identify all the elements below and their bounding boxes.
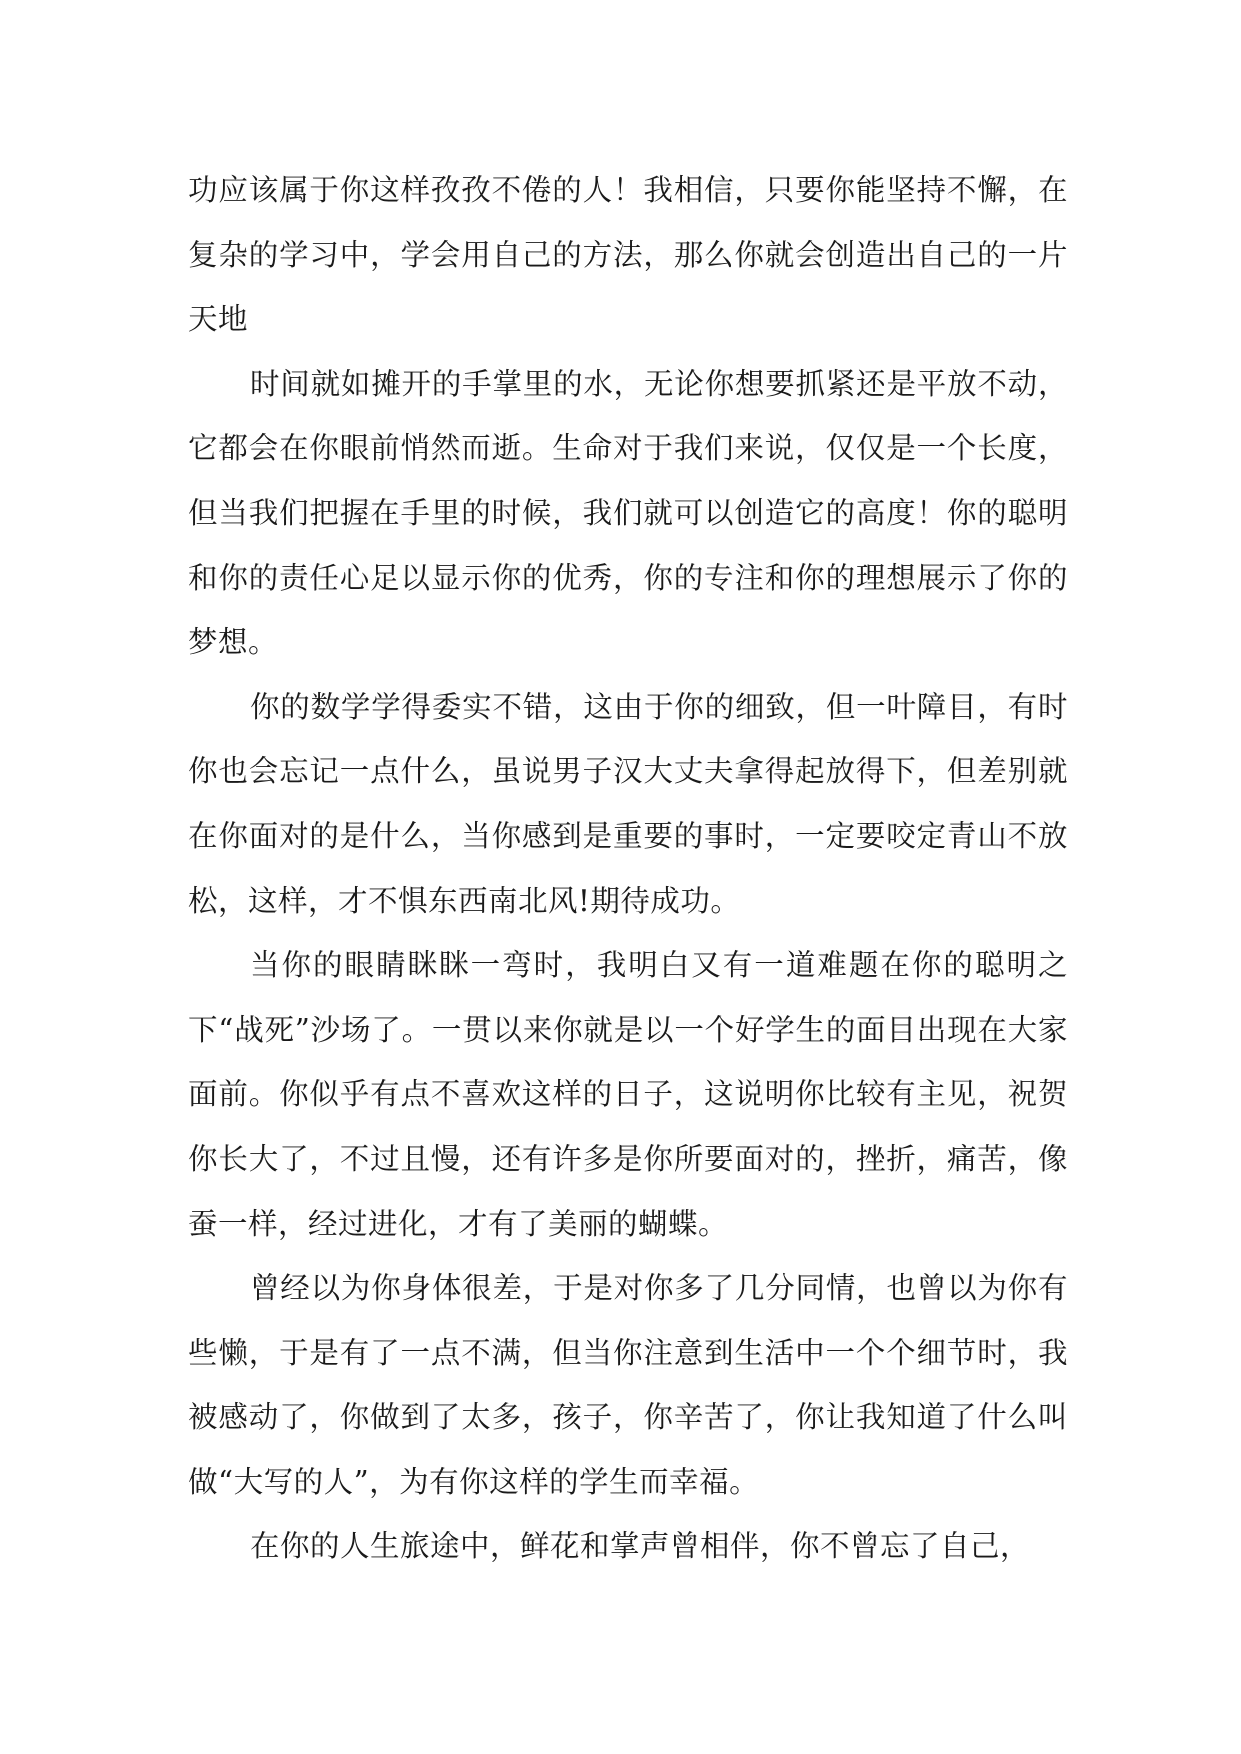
paragraph-5: 曾经以为你身体很差，于是对你多了几分同情，也曾以为你有些懒，于是有了一点不满，但当你注意到生活中一个个细节时，我被感动了，你做到了太多，孩子，你辛苦了，你让我知道了什么叫做“大写的人”，为有你这样的学生而幸福。 — [188, 1271, 1068, 1499]
paragraph-3: 你的数学学得委实不错，这由于你的细致，但一叶障目，有时你也会忘记一点什么，虽说男子汉大丈夫拿得起放得下，但差别就在你面对的是什么，当你感到是重要的事时，一定要咬定青山不放松，这样，才不惧东西南北风!期待成功。 — [188, 689, 1068, 918]
paragraph-2: 时间就如摊开的手掌里的水，无论你想要抓紧还是平放不动，它都会在你眼前悄然而逝。生命对于我们来说，仅仅是一个长度，但当我们把握在手里的时候，我们就可以创造它的高度！你的聪明和你的责任心足以显示你的优秀，你的专注和你的理想展示了你的梦想。 — [188, 366, 1068, 660]
paragraph-4: 当你的眼睛眯眯一弯时，我明白又有一道难题在你的聪明之下“战死”沙场了。一贯以来你就是以一个好学生的面目出现在大家面前。你似乎有点不喜欢这样的日子，这说明你比较有主见，祝贺你长大了，不过且慢，还有许多是你所要面对的，挫折，痛苦，像蚕一样，经过进化，才有了美丽的蝴蝶。 — [188, 948, 1068, 1241]
paragraph-6: 在你的人生旅途中，鲜花和掌声曾相伴，你不曾忘了自己， — [250, 1529, 1031, 1564]
body-text — [188, 158, 1068, 1579]
paragraph-1: 功应该属于你这样孜孜不倦的人！我相信，只要你能坚持不懈，在复杂的学习中，学会用自己的方法，那么你就会创造出自己的一片天地 — [188, 173, 1068, 337]
